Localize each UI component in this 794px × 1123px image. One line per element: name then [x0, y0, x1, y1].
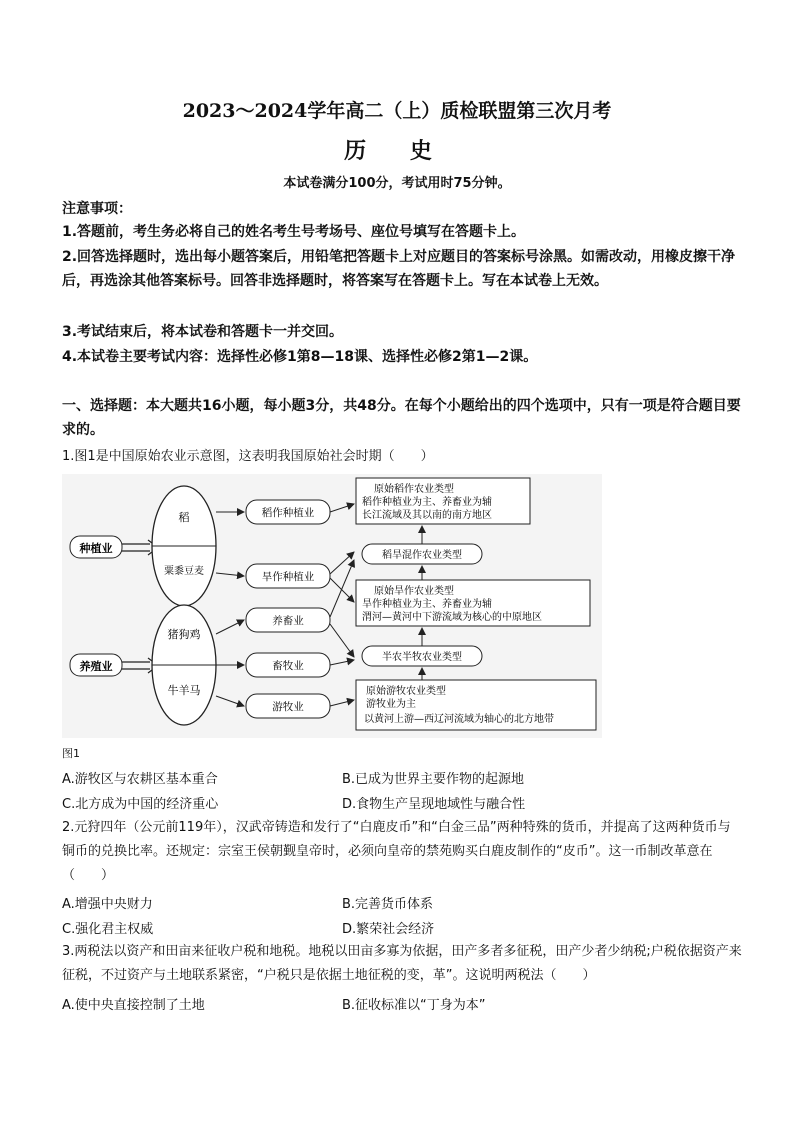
subject-title: 历 史 [344, 138, 450, 164]
mid-nomadic-label: 游牧业 [272, 701, 304, 713]
box-dry-line2: 旱作种植业为主、养畜业为辅 [362, 599, 492, 610]
section-heading: 一、选择题：本大题共16小题，每小题3分，共48分。在每个小题给出的四个选项中，只有一项是符合题目要求的。 [62, 398, 741, 438]
question-3-stem: 3.两税法以资产和田亩来征收户税和地税。地税以田亩多寡为依据，田产多者多征税，田产少者少纳税;户税依据资产来征税，不过资产与土地联系紧密，“户税只是依据土地征税的变，革”。这说明两税法（ ） [62, 944, 742, 983]
notice-item-4: 4.本试卷主要考试内容：选择性必修1第8—18课、选择性必修2第1—2课。 [62, 349, 538, 365]
box-semi-label: 半农半牧农业类型 [382, 652, 462, 663]
box-rice-line1: 原始稻作农业类型 [374, 484, 454, 495]
q2-option-b: B.完善货币体系 [342, 897, 434, 912]
q1-option-a: A.游牧区与农耕区基本重合 [62, 772, 218, 787]
exam-info: 本试卷满分100分，考试用时75分钟。 [283, 176, 511, 191]
box-dry-line3: 渭河—黄河中下游流域为核心的中原地区 [362, 612, 542, 623]
oval-millet: 粟黍豆麦 [164, 566, 204, 577]
oval-rice: 稻 [178, 511, 190, 524]
q2-option-c: C.强化君主权威 [62, 922, 154, 937]
planting-label: 种植业 [79, 542, 113, 555]
notice-item-2: 2.回答选择题时，选出每小题答案后，用铅笔把答题卡上对应题目的答案标号涂黑。如需改动，用橡皮擦干净后，再选涂其他答案标号。回答非选择题时，将答案写在答题卡上。写在本试卷上无效。 [62, 249, 736, 289]
question-1-stem: 1.图1是中国原始农业示意图，这表明我国原始社会时期（ ） [62, 449, 434, 464]
q2-option-d: D.繁荣社会经济 [342, 922, 435, 937]
exam-title: 2023～2024学年高二（上）质检联盟第三次月考 [182, 100, 612, 122]
mid-rice-label: 稻作种植业 [261, 507, 315, 519]
box-nomadic-line3: 以黄河上游—西辽河流域为轴心的北方地带 [364, 714, 554, 725]
box-nomadic-line2: 游牧业为主 [366, 699, 416, 710]
box-rice-line3: 长江流域及其以南的南方地区 [362, 510, 492, 521]
mid-herding-label: 畜牧业 [272, 660, 304, 672]
q3-option-b: B.征收标准以“丁身为本” [342, 998, 486, 1013]
box-mixed-label: 稻旱混作农业类型 [382, 550, 462, 561]
q2-option-a: A.增强中央财力 [62, 897, 153, 912]
box-nomadic-line1: 原始游牧农业类型 [366, 686, 446, 697]
q3-option-a: A.使中央直接控制了土地 [62, 998, 205, 1013]
box-dry-line1: 原始旱作农业类型 [374, 586, 454, 597]
notice-item-3: 3.考试结束后，将本试卷和答题卡一并交回。 [62, 324, 344, 340]
box-rice-line2: 稻作种植业为主、养畜业为辅 [362, 497, 492, 508]
q1-option-d: D.食物生产呈现地域性与融合性 [342, 797, 526, 812]
notice-heading: 注意事项： [62, 201, 132, 217]
oval-pig: 猪狗鸡 [167, 628, 201, 641]
question-2-stem: 2.元狩四年（公元前119年），汉武帝铸造和发行了“白鹿皮币”和“白金三品”两种特殊的货币，并提高了这两种货币与铜币的兑换比率。还规定：宗室王侯朝觐皇帝时，必须向皇帝的禁苑购买白鹿皮制作的“皮币”。这一币制改革意在（ ） [62, 820, 731, 883]
agriculture-diagram [62, 474, 602, 738]
notice-item-1: 1.答题前，考生务必将自己的姓名考生号考场号、座位号填写在答题卡上。 [62, 224, 526, 240]
q1-option-c: C.北方成为中国的经济重心 [62, 797, 219, 812]
oval-cattle: 牛羊马 [167, 684, 201, 697]
figure-label: 图1 [62, 747, 80, 760]
q1-option-b: B.已成为世界主要作物的起源地 [342, 772, 525, 787]
mid-dry-label: 旱作种植业 [261, 571, 315, 583]
mid-livestock-label: 养畜业 [272, 615, 304, 627]
breeding-label: 养殖业 [79, 660, 113, 673]
